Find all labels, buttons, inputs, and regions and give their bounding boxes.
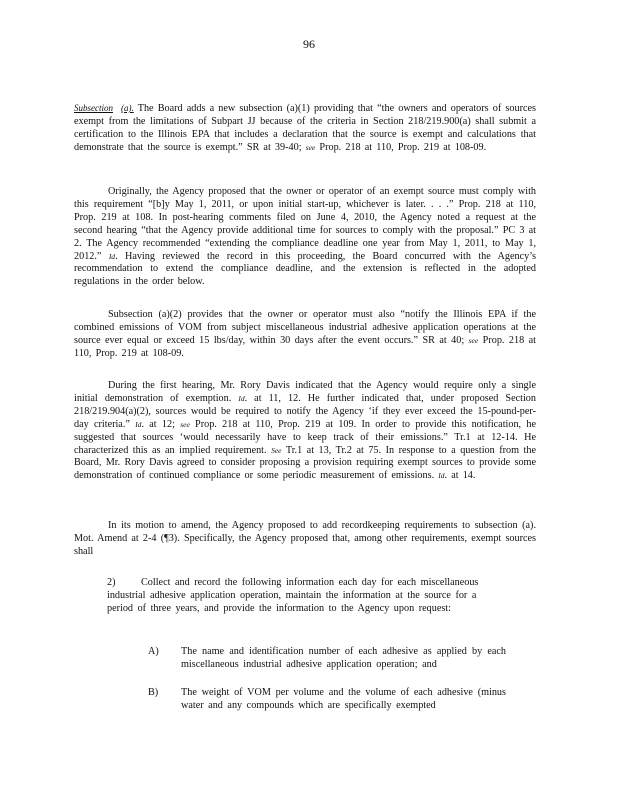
paragraph-text: In its motion to amend, the Agency proposed to add recordkeeping requirements to subsection (a). Mot. Amend at 2-4 (¶3). Specifically, the Agency proposed that, among other requirements, exempt sources shall [74,520,536,557]
paragraph-text: . Having reviewed the record in this proceeding, the Board concurred with the Agency’s recommendation to extend the compliance deadline, and the extension is reflected in the adopted regulations in the order below. [74,250,537,288]
paragraph-text: Prop. 218 at 110, Prop. 219 at 109. In order to provide this notification, he suggested that sources ‘would necessarily have to keep track of their emissions.” Tr.1 at 12-14. He characterized this as an implied requirement. [74,418,536,456]
citation-signal: See [271,445,282,455]
citation-signal: see [468,335,479,345]
paragraph-compliance-deadline [74,186,536,289]
paragraph-text: Prop. 218 at 110, Prop. 219 at 108-09. [74,334,536,359]
paragraph-motion-to-amend [74,520,536,559]
citation-signal: Id [238,393,245,403]
subsection-heading: Subsection [74,103,113,113]
citation-signal: Id [438,471,445,481]
paragraph-text: . at 12; [141,418,181,430]
paragraph-text: . at 11, 12. He further indicated that, under proposed Section 218/219.904(a)(2), sources would be required to notify the Agency ‘if they ever exceed the 15-pound-per-day criteria.” [74,392,536,430]
citation-signal: Id [135,419,142,429]
item-text: The weight of VOM per volume and the volume of each adhesive (minus water and any compounds which are specifically exempted [181,687,506,711]
citation-signal: see [180,419,190,429]
paragraph-subsection-a2 [74,309,536,361]
paragraph-text: Tr.1 at 13, Tr.2 at 75. In response to a question from the Board, Mr. Rory Davis agreed to consider proposing a provision requiring exempt sources to provide some demonstration of continued compliance or some periodic measurement of emissions. [74,444,536,482]
item-label: B) [148,687,159,698]
citation-signal: Id [108,251,116,261]
paragraph-subsection-a [74,102,536,155]
item-label: A) [148,646,159,657]
paragraph-text: The Board adds a new subsection (a)(1) providing that “the owners and operators of sources exempt from the limitations of Subpart JJ because of the criteria in Section 218/219.900(a) shall submit a certification to the Illinois EPA that includes a declaration that the source is exempt and calculations that demonstrate that the source is exempt.” SR at 39-40; [74,103,536,153]
subsection-mark: (a). [121,103,134,113]
citation-signal: see [305,142,316,152]
paragraph-text: Prop. 218 at 110, Prop. 219 at 108-09. [315,141,487,153]
paragraph-text: During the first hearing, Mr. Rory Davis indicated that the Agency would require only a single initial demonstration of exemption. [74,380,536,404]
item-text: The name and identification number of each adhesive as applied by each miscellaneous industrial adhesive application operation; and [181,646,506,670]
requirement-number: 2) [107,577,116,588]
requirement-text: Collect and record the following information each day for each miscellaneous industrial adhesive application operation, maintain the information at the source for a period of three years, and provide the information to the Agency upon request: [107,577,479,614]
paragraph-first-hearing [74,380,536,483]
paragraph-text: . at 14. [444,470,476,482]
paragraph-text: Subsection (a)(2) provides that the owner or operator must also “notify the Illinois EPA if the combined emissions of VOM from subject miscellaneous industrial adhesive application operations at the source ever equal or exceed 15 lbs/day, within 30 days after the event occurs.” SR at 40; [74,309,536,346]
page-number: 96 [303,37,315,51]
quoted-requirement-2 [107,577,495,616]
paragraph-text: Originally, the Agency proposed that the owner or operator of an exempt source must comply with this requirement “[b]y May 1, 2011, or upon initial start-up, whichever is later. . . .” Prop. 218 at 110, Prop. 219 at 108. In post-hearing comments filed on June 4, 2010, the Agency noted a request at the second hearing “that the Agency provide additional time for sources to comply with the proposal.” PC 3 at 2. The Agency recommended “extending the compliance deadline one year from May 1, 2011, to May 1, 2012.” [74,186,536,262]
